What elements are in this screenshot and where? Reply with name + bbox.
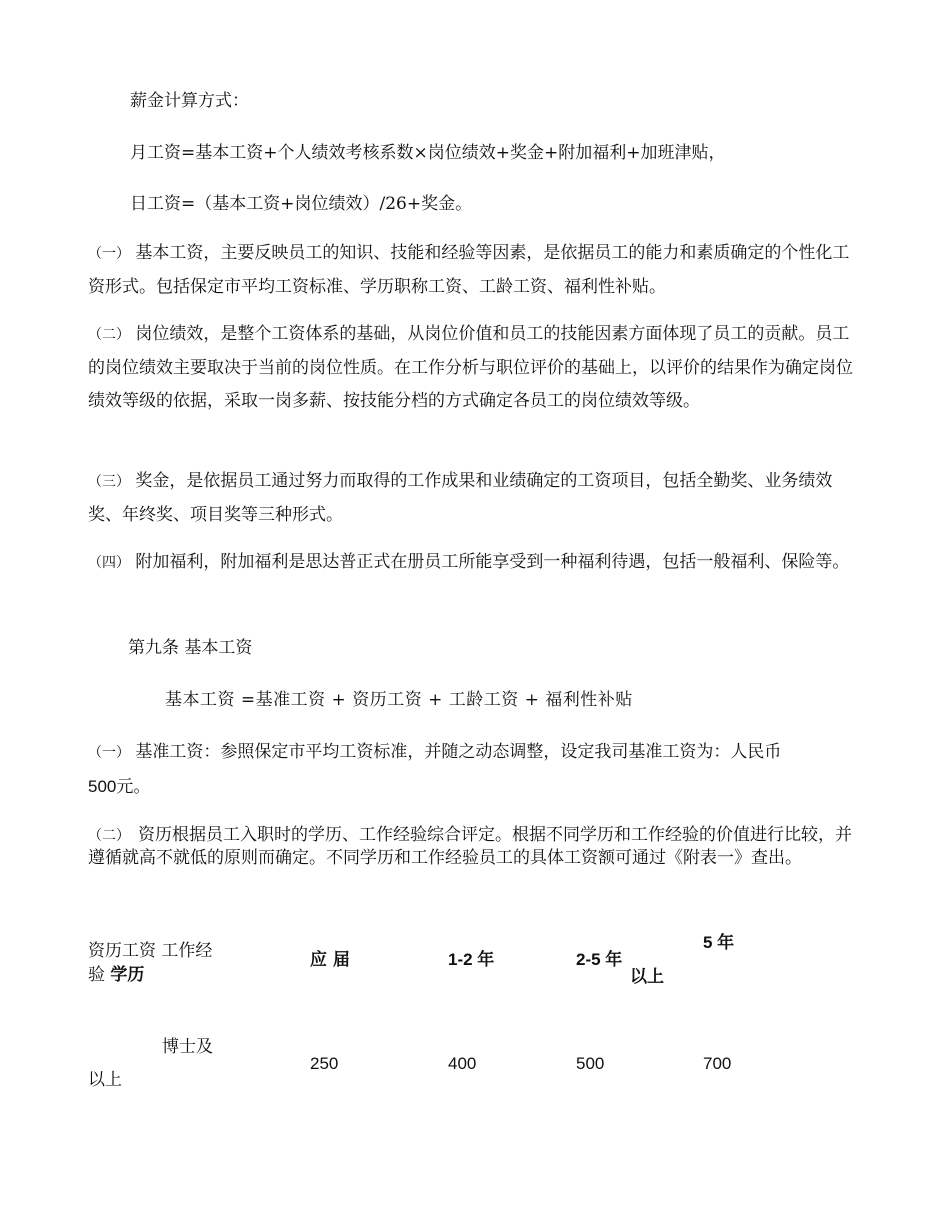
monthly-salary-formula: 月工资=基本工资+个人绩效考核系数×岗位绩效+奖金+附加福利+加班津贴， xyxy=(130,143,726,163)
table-row-header-label: 学历 xyxy=(110,965,145,985)
daily-salary-formula: 日工资=（基本工资+岗位绩效）/26+奖金。 xyxy=(130,194,473,214)
table-col-header-5-plus-years: 5 年 xyxy=(703,933,735,952)
component-paragraph-4 xyxy=(88,546,863,580)
salary-calc-heading: 薪金计算方式： xyxy=(130,91,249,111)
paragraph-number: （二） xyxy=(88,327,130,343)
paragraph-text: 基准工资：参照保定市平均工资标准，并随之动态调整，设定我司基准工资为：人民币 xyxy=(130,742,782,762)
paragraph-text: 奖金，是依据员工通过努力而取得的工作成果和业绩确定的工资项目，包括全勤奖、业务绩效奖、年终奖、项目奖等三种形式。 xyxy=(88,471,833,525)
paragraph-number: （一） xyxy=(88,246,130,262)
paragraph-number: （二） xyxy=(88,828,130,844)
table-corner-header-line1: 资历工资 工作经 xyxy=(88,941,213,961)
table-cell-phd-fresh-grad: 250 xyxy=(310,1054,339,1073)
basic-salary-formula: 基本工资 =基准工资 + 资历工资 + 工龄工资 + 福利性补贴 xyxy=(165,690,633,710)
article-9-title: 第九条 基本工资 xyxy=(128,638,253,658)
table-row-label-phd-line2: 以上 xyxy=(88,1070,122,1090)
paragraph-text: 附加福利，附加福利是思达普正式在册员工所能享受到一种福利待遇，包括一般福利、保险等。 xyxy=(130,552,850,572)
table-cell-phd-5-plus-years: 700 xyxy=(703,1054,732,1073)
table-cell-phd-1-2-years: 400 xyxy=(448,1054,477,1073)
paragraph-text: 岗位绩效，是整个工资体系的基础，从岗位价值和员工的技能因素方面体现了员工的贡献。员工的岗位绩效主要取决于当前的岗位性质。在工作分析与职位评价的基础上，以评价的结果作为确定岗位绩效等级的依据，采取一岗多薪、按技能分档的方式确定各员工的岗位绩效等级。 xyxy=(88,324,853,411)
paragraph-number: （四） xyxy=(88,555,130,571)
table-corner-header-cont: 验 xyxy=(88,965,105,985)
table-corner-header-line2 xyxy=(88,964,144,986)
table-col-header-fresh-grad: 应 届 xyxy=(310,950,350,970)
table-col-header-1-2-years: 1-2 年 xyxy=(448,950,495,969)
table-col-header-5-plus-years-suffix: 以上 xyxy=(630,967,664,987)
table-cell-phd-2-5-years: 500 xyxy=(576,1054,605,1073)
paragraph-number: （三） xyxy=(88,474,130,490)
table-col-header-2-5-years: 2-5 年 xyxy=(576,950,623,969)
table-row-label-phd-line1: 博士及 xyxy=(162,1037,213,1057)
paragraph-text: 基本工资，主要反映员工的知识、技能和经验等因素，是依据员工的能力和素质确定的个性化工资形式。包括保定市平均工资标准、学历职称工资、工龄工资、福利性补贴。 xyxy=(88,243,850,297)
base-salary-amount: 500 xyxy=(88,777,117,796)
component-paragraph-1 xyxy=(88,237,863,304)
component-paragraph-3 xyxy=(88,465,863,532)
article-9-item-1 xyxy=(88,736,863,804)
base-salary-unit: 元。 xyxy=(116,777,151,797)
article-9-item-2 xyxy=(88,824,868,869)
paragraph-number: （一） xyxy=(88,745,130,761)
paragraph-text: 资历根据员工入职时的学历、工作经验综合评定。根据不同学历和工作经验的价值进行比较，并遵循就高不就低的原则而确定。不同学历和工作经验员工的具体工资额可通过《附表一》查出。 xyxy=(88,825,852,868)
component-paragraph-2 xyxy=(88,318,863,418)
